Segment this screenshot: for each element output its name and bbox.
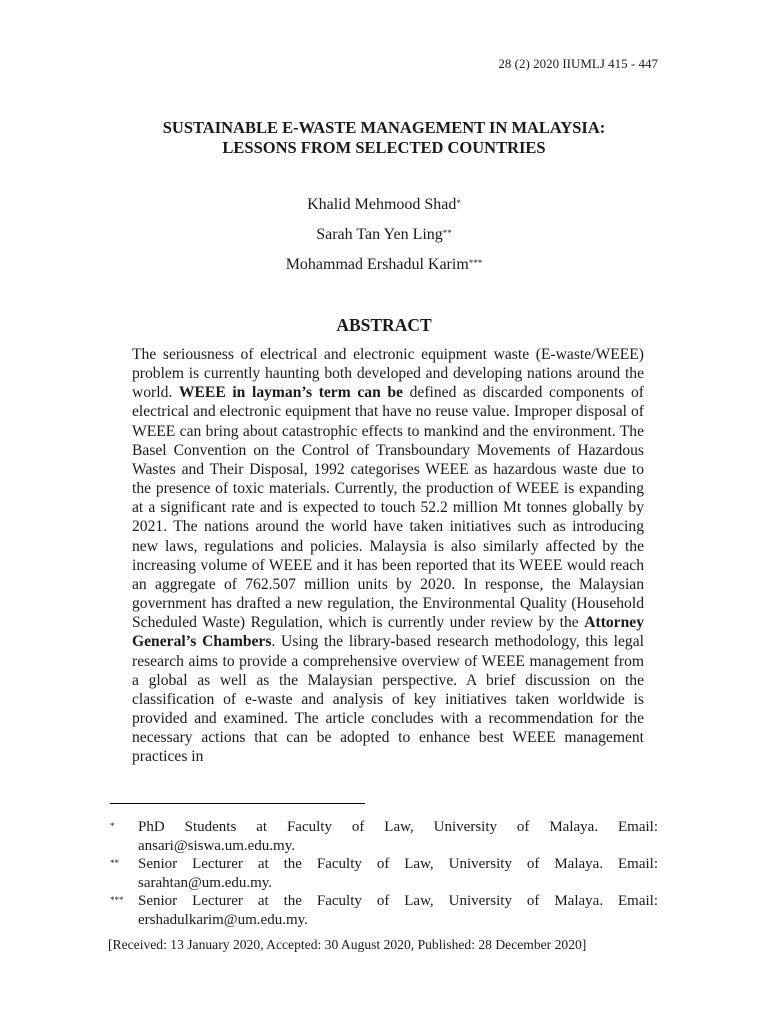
abstract-text: defined as discarded components of electrical and electronic equipment that have no reuse value. Improper disposal of WEEE can bring about catastrophic effects to mankind and the environment. The Basel Convention on the Control of Transboundary Movements of Hazardous Wastes and Their Disposal, 1992 categorises WEEE as hazardous waste due to the presence of toxic materials. Currently, the production of WEEE is expanding at a significant rate and is expected to touch 52.2 million Mt tonnes globally by 2021. The nations around the world have taken initiatives such as introducing new laws, regulations and policies. Malaysia is also similarly affected by the increasing volume of WEEE and it has been reported that its WEEE would reach an aggregate of 762.507 million units by 2020. In response, the Malaysian government has drafted a new regulation, the Environmental Quality (Household Scheduled Waste) Regulation, which is currently under review by the	[132, 384, 644, 632]
author-footnote-mark: ***	[468, 258, 483, 268]
abstract-body	[132, 345, 644, 766]
author-footnote-mark: *	[456, 198, 461, 208]
publication-dates: [Received: 13 January 2020, Accepted: 30 August 2020, Published: 28 December 2020]	[108, 937, 587, 952]
footnote-mark: ***	[110, 895, 124, 905]
abstract-bold-text: WEEE in layman’s term can be	[178, 384, 403, 402]
author-3	[0, 255, 768, 285]
abstract-text: . Using the library-based research methodology, this legal research aims to provide a comprehensive overview of WEEE management from a global as well as the Malaysian perspective. A brief discussion on the classification of e-waste and analysis of key initiatives taken worldwide is provided and examined. The article concludes with a recommendation for the necessary actions that can be adopted to enhance best WEEE management practices in	[132, 633, 644, 766]
author-name: Sarah Tan Yen Ling	[316, 226, 443, 243]
footnote	[110, 818, 658, 855]
author-1	[0, 195, 768, 225]
paper-title	[0, 118, 768, 158]
abstract-bold-text: Attorney General’s Chambers	[132, 614, 644, 651]
footnote-divider	[110, 803, 365, 804]
footnote-mark: **	[110, 858, 119, 868]
title-line-1: SUSTAINABLE E-WASTE MANAGEMENT IN MALAYSIA:	[162, 118, 606, 137]
footnote-text: PhD Students at Faculty of Law, University of Malaya. Email: ansari@siswa.um.edu.my.	[138, 819, 658, 854]
footnote-text: Senior Lecturer at the Faculty of Law, University of Malaya. Email: sarahtan@um.edu.my.	[138, 856, 658, 891]
abstract-heading: ABSTRACT	[336, 315, 432, 335]
footnote	[110, 892, 658, 929]
footnote-text: Senior Lecturer at the Faculty of Law, University of Malaya. Email: ershadulkarim@um.edu.my.	[138, 893, 658, 928]
footnote	[110, 855, 658, 892]
title-line-2: LESSONS FROM SELECTED COUNTRIES	[222, 138, 546, 157]
author-2	[0, 225, 768, 255]
journal-citation: 28 (2) 2020 IIUMLJ 415 - 447	[498, 56, 658, 71]
author-name: Mohammad Ershadul Karim	[285, 256, 469, 273]
abstract-text: The seriousness of electrical and electronic equipment waste (E-waste/WEEE) problem is currently haunting both developed and developing nations around the world.	[132, 346, 644, 402]
author-list	[0, 195, 768, 285]
footnote-mark: *	[110, 821, 115, 831]
author-name: Khalid Mehmood Shad	[307, 196, 457, 213]
author-footnote-mark: **	[442, 228, 452, 238]
footnotes	[110, 818, 658, 929]
